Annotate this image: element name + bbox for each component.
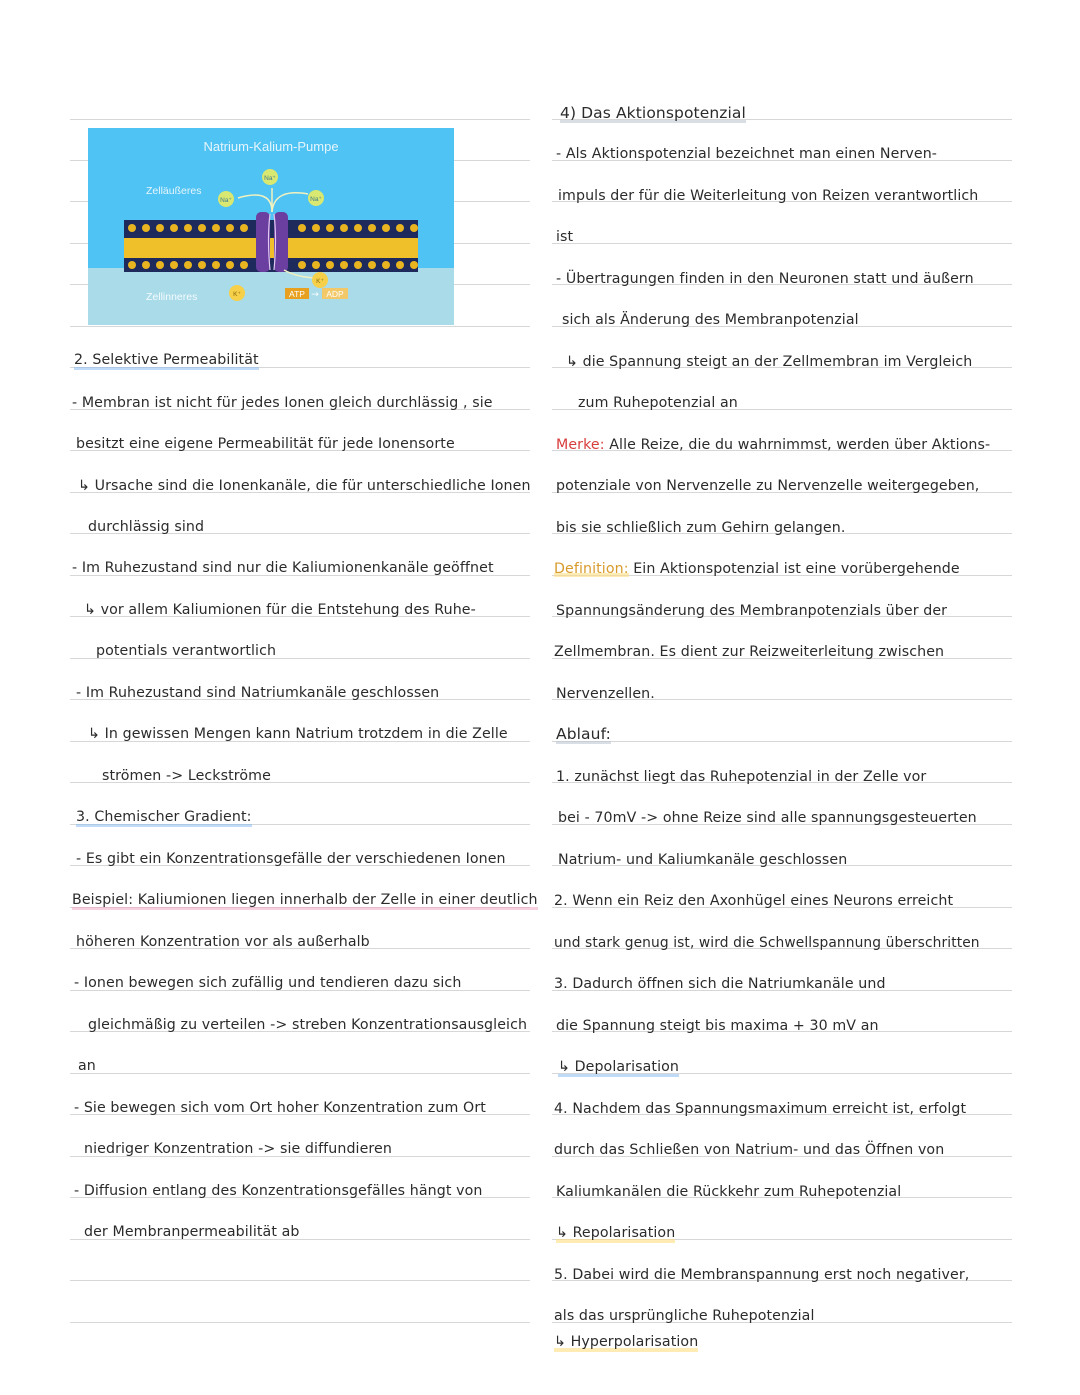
definition-text: Ein Aktionspotenzial ist eine vorübergehende [633, 561, 960, 577]
note-line: höheren Konzentration vor als außerhalb [76, 934, 370, 950]
merke-line [556, 435, 990, 455]
note-line: - Diffusion entlang des Konzentrationsgefälles hängt von [74, 1183, 483, 1199]
note-line: gleichmäßig zu verteilen -> streben Konzentrationsausgleich [88, 1017, 528, 1033]
step-line: und stark genug ist, wird die Schwellspannung überschritten [554, 935, 980, 951]
ruled-line [552, 243, 1012, 244]
merke-label: Merke: [556, 437, 605, 453]
step-line: bei - 70mV -> ohne Reize sind alle spannungsgesteuerten [558, 810, 977, 826]
note-line: der Membranpermeabilität ab [84, 1224, 300, 1240]
ruled-line [70, 1073, 530, 1074]
k-ion-label: K⁺ [233, 291, 241, 298]
heading-selective-permeability: 2. Selektive Permeabilität [74, 352, 259, 368]
outside-label: Zelläußeres [146, 185, 202, 197]
ruled-line [552, 741, 1012, 742]
na-ion-label: Na⁺ [264, 175, 276, 182]
note-line: impuls der für die Weiterleitung von Reizen verantwortlich [558, 188, 979, 204]
step-line: 3. Dadurch öffnen sich die Natriumkanäle und [554, 976, 886, 992]
note-line: bis sie schließlich zum Gehirn gelangen. [556, 520, 846, 536]
atp-label: ATP [289, 289, 305, 299]
pump-channel-left [256, 212, 270, 272]
step-line: 2. Wenn ein Reiz den Axonhügel eines Neurons erreicht [554, 893, 954, 909]
note-line: Zellmembran. Es dient zur Reizweiterleitung zwischen [554, 644, 945, 660]
note-line: - Sie bewegen sich vom Ort hoher Konzentration zum Ort [74, 1100, 486, 1116]
pump-diagram [88, 128, 454, 325]
note-line: - Übertragungen finden in den Neuronen statt und äußern [556, 271, 974, 287]
note-line: - Im Ruhezustand sind nur die Kaliumionenkanäle geöffnet [72, 560, 494, 576]
example-line: Beispiel: Kaliumionen liegen innerhalb der Zelle in einer deutlich [72, 892, 538, 908]
definition-line [554, 559, 960, 579]
step-line: Kaliumkanälen die Rückkehr zum Ruhepotenzial [556, 1184, 902, 1200]
step-line: die Spannung steigt bis maxima + 30 mV an [556, 1018, 879, 1034]
adp-label: ADP [326, 289, 344, 299]
figure-title: Natrium-Kalium-Pumpe [203, 139, 339, 154]
note-line: ↳ vor allem Kaliumionen für die Entstehung des Ruhe- [84, 602, 476, 618]
step-line: 5. Dabei wird die Membranspannung erst noch negativer, [554, 1267, 970, 1283]
note-line: durchlässig sind [88, 519, 205, 535]
definition-label: Definition: [554, 561, 629, 577]
heading-action-potential: 4) Das Aktionspotenzial [560, 104, 746, 122]
note-line: Nervenzellen. [556, 686, 655, 702]
step-line: 1. zunächst liegt das Ruhepotenzial in der Zelle vor [556, 769, 927, 785]
note-line: potentials verantwortlich [96, 643, 277, 659]
note-line: sich als Änderung des Membranpotenzial [562, 312, 859, 328]
inside-label: Zellinneres [146, 291, 198, 303]
na-ion-label: Na⁺ [310, 196, 322, 203]
pump-channel-right [274, 212, 288, 272]
term-hyperpolarisation: ↳ Hyperpolarisation [554, 1334, 699, 1350]
ruled-line [70, 119, 530, 120]
note-line: strömen -> Leckströme [102, 768, 271, 784]
note-line: ↳ die Spannung steigt an der Zellmembran im Vergleich [566, 354, 973, 370]
note-line: potenziale von Nervenzelle zu Nervenzelle weitergegeben, [556, 478, 980, 494]
note-line: zum Ruhepotenzial an [578, 395, 738, 411]
note-line: Spannungsänderung des Membranpotenzials über der [556, 603, 948, 619]
k-ion-label: K⁺ [316, 278, 324, 285]
note-line: - Membran ist nicht für jedes Ionen gleich durchlässig , sie [72, 395, 493, 411]
note-line: an [78, 1058, 96, 1074]
ruled-line [70, 1280, 530, 1281]
step-line: durch das Schließen von Natrium- und das Öffnen von [554, 1142, 945, 1158]
step-line: Natrium- und Kaliumkanäle geschlossen [558, 852, 848, 868]
na-ion-label: Na⁺ [220, 197, 232, 204]
heading-ablauf: Ablauf: [556, 725, 611, 743]
step-line: 4. Nachdem das Spannungsmaximum erreicht ist, erfolgt [554, 1101, 967, 1117]
note-line: ↳ Ursache sind die Ionenkanäle, die für unterschiedliche Ionen [78, 478, 531, 494]
note-line: besitzt eine eigene Permeabilität für jede Ionensorte [76, 436, 455, 452]
inside-area [88, 268, 454, 325]
ruled-line [70, 326, 530, 327]
note-line: ↳ In gewissen Mengen kann Natrium trotzdem in die Zelle [88, 726, 508, 742]
note-line: - Im Ruhezustand sind Natriumkanäle geschlossen [76, 685, 440, 701]
step-line: als das ursprüngliche Ruhepotenzial [554, 1308, 815, 1324]
term-depolarisation: ↳ Depolarisation [558, 1059, 680, 1075]
conversion-arrow: → [311, 290, 319, 300]
sodium-potassium-pump-figure [88, 128, 454, 325]
ruled-line [70, 1322, 530, 1323]
note-line: ist [556, 229, 574, 245]
term-repolarisation: ↳ Repolarisation [556, 1225, 676, 1241]
merke-text: Alle Reize, die du wahrnimmst, werden über Aktions- [609, 437, 991, 453]
membrane-lipid-tails [124, 238, 418, 258]
heading-chemical-gradient: 3. Chemischer Gradient: [76, 809, 252, 825]
note-line: - Als Aktionspotenzial bezeichnet man einen Nerven- [556, 146, 938, 162]
note-line: - Ionen bewegen sich zufällig und tendieren dazu sich [74, 975, 462, 991]
note-line: - Es gibt ein Konzentrationsgefälle der verschiedenen Ionen [76, 851, 506, 867]
note-line: niedriger Konzentration -> sie diffundieren [84, 1141, 392, 1157]
